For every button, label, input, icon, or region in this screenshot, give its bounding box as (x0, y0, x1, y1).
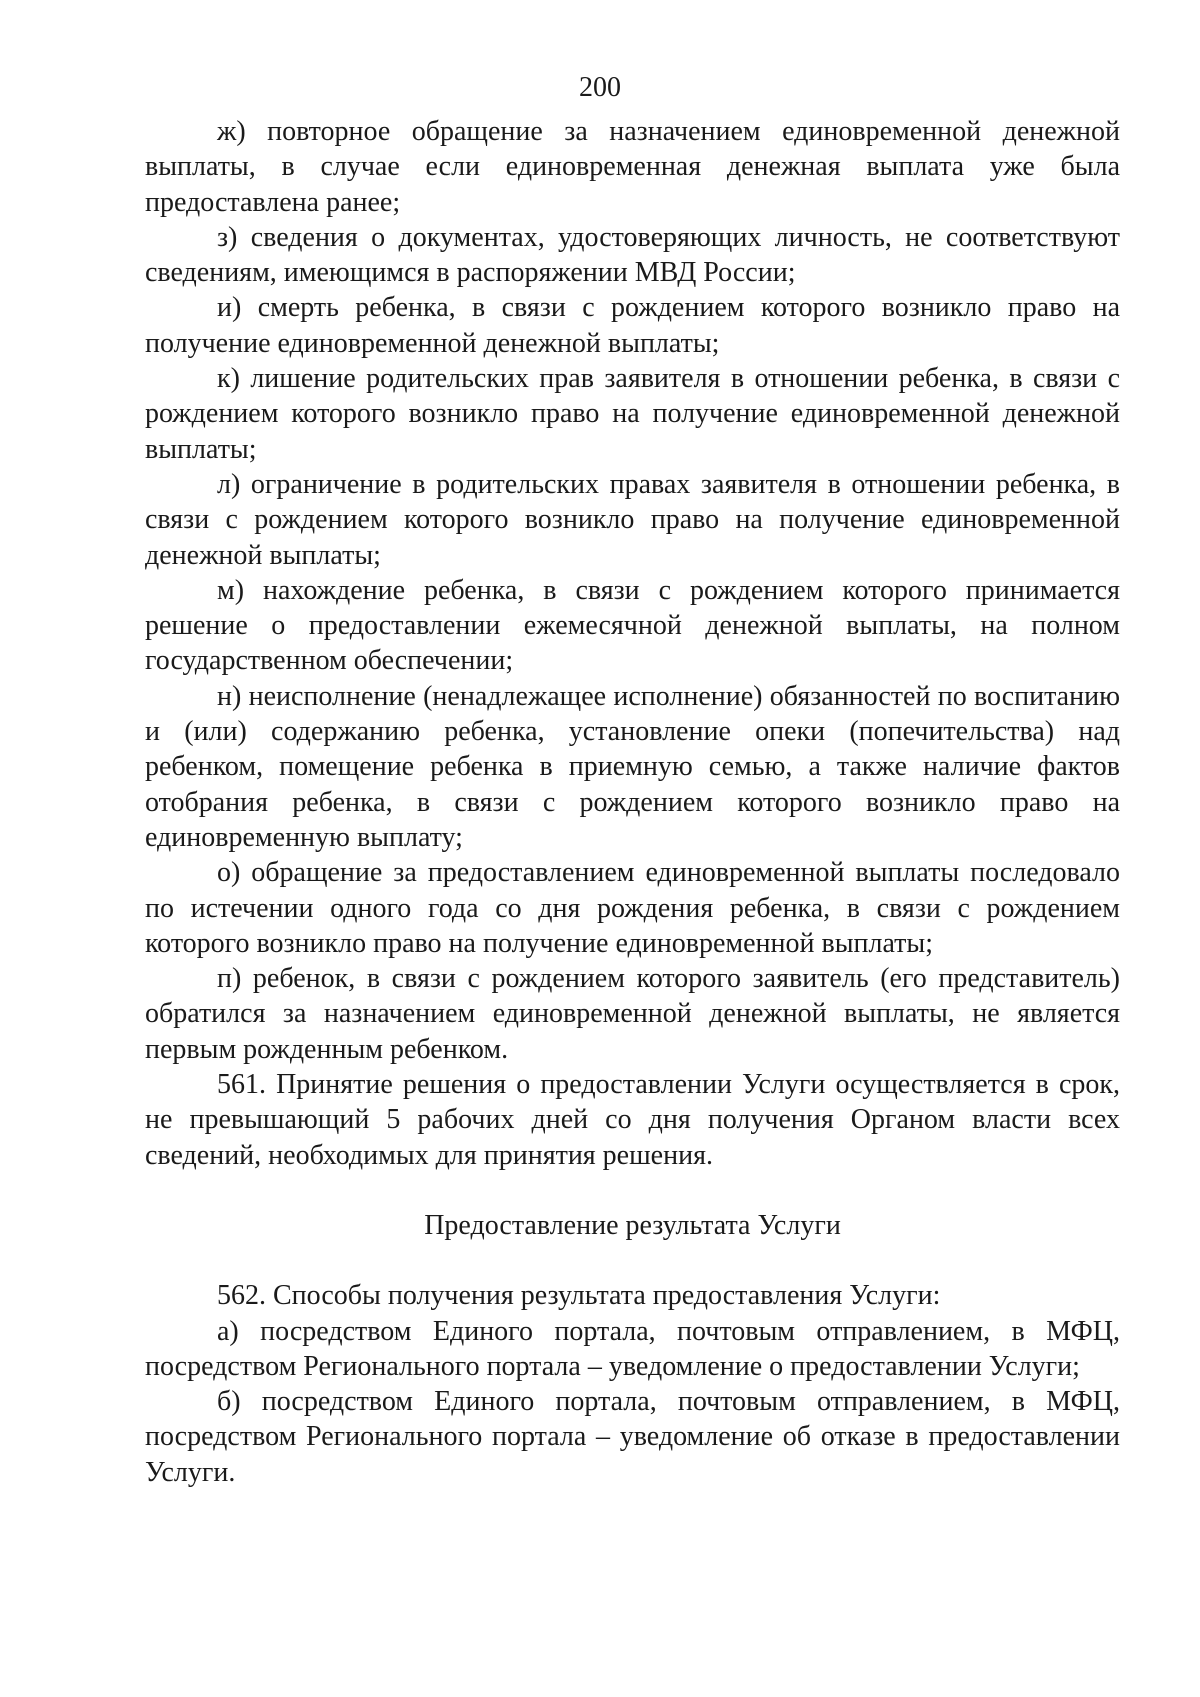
paragraph-561: 561. Принятие решения о предоставлении Услуги осуществляется в срок, не превышающий 5 рабочих дней со дня получения Органом власти всех сведений, необходимых для принятия решения. (145, 1069, 1120, 1171)
paragraph-b: б) посредством Единого портала, почтовым отправлением, в МФЦ, посредством Регионального портала – уведомление об отказе в предоставлении Услуги. (145, 1386, 1120, 1488)
paragraph-zh: ж) повторное обращение за назначением единовременной денежной выплаты, в случае если единовременная денежная выплата уже была предоставлена ранее; (145, 116, 1120, 218)
paragraph-l: л) ограничение в родительских правах заявителя в отношении ребенка, в связи с рождением которого возникло право на получение единовременной денежной выплаты; (145, 468, 1120, 571)
document-body (145, 114, 1120, 1490)
paragraph-o: о) обращение за предоставлением единовременной выплаты последовало по истечении одного года со дня рождения ребенка, в связи с рождением которого возникло право на получение единовременной выплаты; (145, 857, 1120, 959)
paragraph-a: а) посредством Единого портала, почтовым отправлением, в МФЦ, посредством Регионального портала – уведомление о предоставлении Услуги; (145, 1315, 1120, 1382)
paragraph-k: к) лишение родительских прав заявителя в отношении ребенка, в связи с рождением которого возникло право на получение единовременной денежной выплаты; (145, 363, 1120, 465)
paragraph-i: и) смерть ребенка, в связи с рождением которого возникло право на получение единовременной денежной выплаты; (145, 292, 1120, 359)
section-heading: Предоставление результата Услуги (424, 1209, 841, 1241)
paragraph-z: з) сведения о документах, удостоверяющих личность, не соответствуют сведениям, имеющимся в распоряжении МВД России; (145, 221, 1120, 289)
paragraph-p: п) ребенок, в связи с рождением которого заявитель (его представитель) обратился за назначением единовременной денежной выплаты, не является первым рожденным ребенком. (145, 963, 1120, 1065)
paragraph-n: н) неисполнение (ненадлежащее исполнение) обязанностей по воспитанию и (или) содержанию ребенка, установление опеки (попечительства) над ребенком, помещение ребенка в приемную семью, а также наличие фактов отобрания ребенка, в связи с рождением которого возникло право на единовременную выплату; (145, 680, 1120, 853)
paragraph-562: 562. Способы получения результата предоставления Услуги: (217, 1280, 941, 1312)
page-number: 200 (579, 72, 621, 103)
paragraph-m: м) нахождение ребенка, в связи с рождением которого принимается решение о предоставлении ежемесячной денежной выплаты, на полном государственном обеспечении; (145, 574, 1120, 677)
